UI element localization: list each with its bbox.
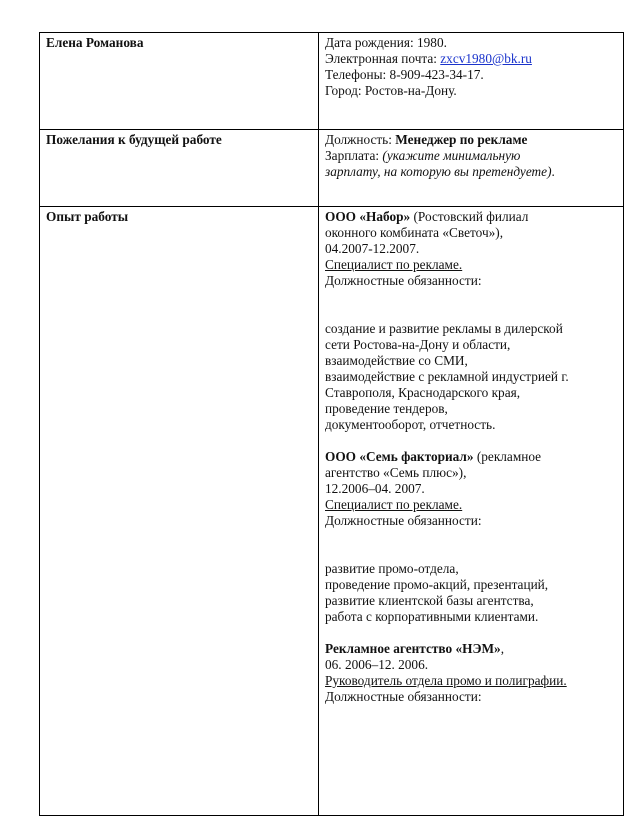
job-2-header	[325, 449, 617, 465]
full-name: Елена Романова	[40, 33, 319, 130]
contacts-cell	[319, 33, 624, 130]
job-3-role: Руководитель отдела промо и полиграфии.	[325, 673, 567, 688]
position-label: Должность:	[325, 132, 392, 147]
job-1-duty: Ставрополя, Краснодарского края,	[325, 385, 521, 400]
job-1-duty: взаимодействие со СМИ,	[325, 353, 468, 368]
position-value: Менеджер по рекламе	[395, 132, 528, 147]
job-3-desc-1: ,	[500, 641, 505, 656]
job-1-duties-label: Должностные обязанности:	[325, 273, 482, 288]
email-line	[325, 51, 617, 67]
job-3-duties-label: Должностные обязанности:	[325, 689, 482, 704]
job-1-company: ООО «Набор»	[325, 209, 411, 224]
job-2-duty: развитие промо-отдела,	[325, 561, 459, 576]
salary-line-2	[325, 164, 617, 180]
job-1-duty: проведение тендеров,	[325, 401, 448, 416]
job-1-desc-1: (Ростовский филиал	[410, 209, 529, 224]
job-1-dates: 04.2007-12.2007.	[325, 241, 420, 256]
job-1-role: Специалист по рекламе.	[325, 257, 463, 272]
salary-hint-1: (укажите минимальную	[382, 148, 521, 163]
salary-hint-2: зарплату, на которую вы претендуете)	[325, 164, 552, 179]
job-2-dates: 12.2006–04. 2007.	[325, 481, 425, 496]
job-3-dates: 06. 2006–12. 2006.	[325, 657, 429, 672]
spacer	[325, 625, 617, 641]
birth-date: Дата рождения: 1980.	[325, 35, 447, 50]
job-2-company: ООО «Семь факториал»	[325, 449, 474, 464]
experience-row	[40, 207, 624, 816]
wishes-row	[40, 130, 624, 207]
job-2-duties-label: Должностные обязанности:	[325, 513, 482, 528]
personal-row	[40, 33, 624, 130]
phones: Телефоны: 8-909-423-34-17.	[325, 67, 484, 82]
job-2-duty: работа с корпоративными клиентами.	[325, 609, 539, 624]
experience-label: Опыт работы	[40, 207, 319, 816]
wishes-cell	[319, 130, 624, 207]
email-label: Электронная почта:	[325, 51, 437, 66]
job-2-duty: развитие клиентской базы агентства,	[325, 593, 534, 608]
spacer	[325, 289, 617, 321]
job-2-duty: проведение промо-акций, презентаций,	[325, 577, 549, 592]
spacer	[325, 529, 617, 561]
salary-label: Зарплата:	[325, 148, 380, 163]
job-1-duty: взаимодействие с рекламной индустрией г.	[325, 369, 569, 384]
job-1-duty: сети Ростова-на-Дону и области,	[325, 337, 511, 352]
job-3-company: Рекламное агентство «НЭМ»	[325, 641, 501, 656]
position-line	[325, 132, 617, 148]
job-2-role: Специалист по рекламе.	[325, 497, 463, 512]
job-1-header	[325, 209, 617, 225]
job-2-desc-1: (рекламное	[473, 449, 542, 464]
job-1-desc-2: оконного комбината «Светоч»),	[325, 225, 504, 240]
job-2-desc-2: агентство «Семь плюс»),	[325, 465, 467, 480]
city: Город: Ростов-на-Дону.	[325, 83, 457, 98]
experience-cell	[319, 207, 624, 816]
job-3-header	[325, 641, 617, 657]
wishes-label: Пожелания к будущей работе	[40, 130, 319, 207]
salary-end: .	[551, 164, 555, 179]
job-1-duty: документооборот, отчетность.	[325, 417, 496, 432]
job-1-duty: создание и развитие рекламы в дилерской	[325, 321, 563, 336]
spacer	[325, 433, 617, 449]
salary-line	[325, 148, 617, 164]
resume-table	[39, 32, 624, 816]
email-link[interactable]: zxcv1980@bk.ru	[440, 51, 532, 66]
